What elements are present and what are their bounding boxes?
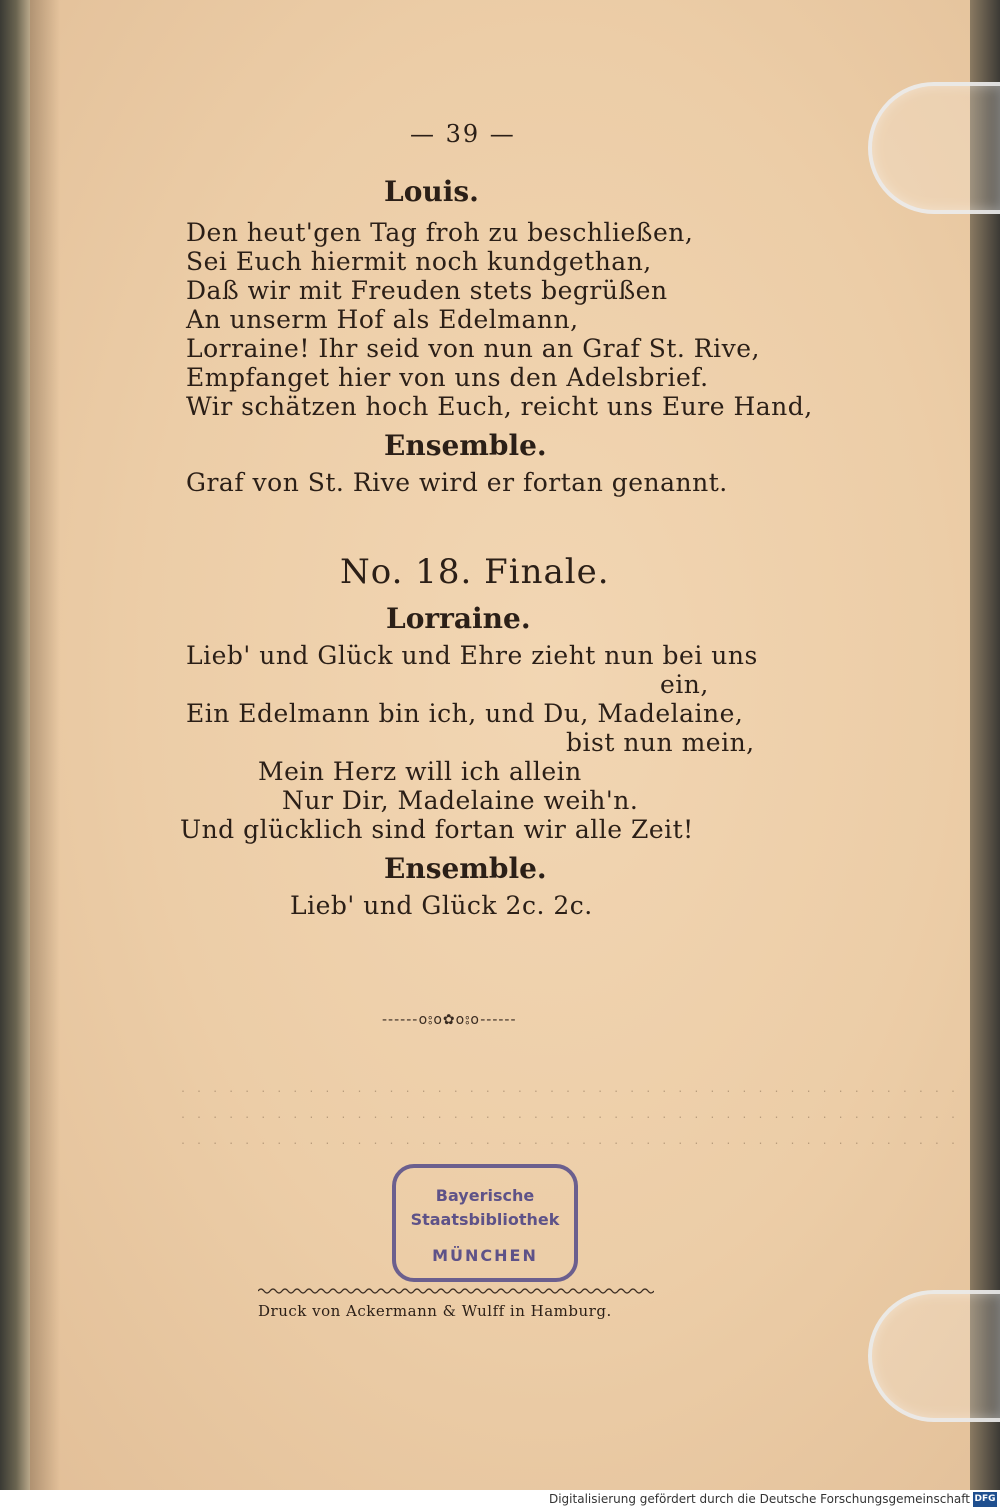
scanner-right-edge (970, 0, 1000, 1490)
verse-line: Lorraine! Ihr seid von nun an Graf St. Rive, (186, 334, 760, 363)
verse-line: Lieb' und Glück 2c. 2c. (290, 891, 593, 920)
stamp-text: MÜNCHEN (432, 1246, 538, 1265)
verse-line-continuation: ein, (660, 670, 709, 699)
page-clip (868, 1290, 1000, 1422)
verse-line: Und glücklich sind fortan wir alle Zeit! (180, 815, 694, 844)
page-number: — 39 — (410, 120, 516, 148)
verse-line: Mein Herz will ich allein (258, 757, 582, 786)
verse-line: Ein Edelmann bin ich, und Du, Madelaine, (186, 699, 744, 728)
page-clip (868, 82, 1000, 214)
ornament-divider: ------o⦂o✿o⦂o------ (382, 1012, 517, 1028)
speaker-ensemble: Ensemble. (384, 429, 547, 462)
page-gutter-shadow (30, 0, 60, 1490)
verse-line-continuation: bist nun mein, (566, 728, 755, 757)
show-through-dots: . . . . . . . . . . . . . . . . . . . . . . . . . . . . . . . . . . . . . . . . . . . . . . . . . (180, 1110, 958, 1121)
verse-line: Daß wir mit Freuden stets begrüßen (186, 276, 668, 305)
digitization-footer (0, 1490, 1000, 1510)
stamp-text: Bayerische (435, 1186, 535, 1205)
wavy-rule (258, 1286, 654, 1296)
finale-heading: No. 18. Finale. (340, 552, 610, 592)
speaker-ensemble: Ensemble. (384, 852, 547, 885)
speaker-louis: Louis. (384, 175, 479, 208)
stamp-text: Staatsbibliothek (410, 1210, 560, 1229)
verse-line: Graf von St. Rive wird er fortan genannt. (186, 468, 728, 497)
speaker-lorraine: Lorraine. (386, 602, 531, 635)
verse-line: Sei Euch hiermit noch kundgethan, (186, 247, 652, 276)
verse-line: Den heut'gen Tag froh zu beschließen, (186, 218, 694, 247)
show-through-dots: . . . . . . . . . . . . . . . . . . . . . . . . . . . . . . . . . . . . . . . . . . . . . . . . . (180, 1136, 958, 1147)
verse-line: Wir schätzen hoch Euch, reicht uns Eure Hand, (186, 392, 813, 421)
verse-line: An unserm Hof als Edelmann, (186, 305, 579, 334)
verse-line: Empfanget hier von uns den Adelsbrief. (186, 363, 709, 392)
library-stamp (392, 1164, 578, 1282)
footer-credit: Digitalisierung gefördert durch die Deutsche Forschungsgemeinschaft (548, 1492, 970, 1506)
verse-line: Nur Dir, Madelaine weih'n. (282, 786, 639, 815)
printer-imprint: Druck von Ackermann & Wulff in Hamburg. (258, 1302, 612, 1320)
verse-line: Lieb' und Glück und Ehre zieht nun bei uns (186, 641, 758, 670)
dfg-logo-icon: DFG (973, 1492, 997, 1507)
show-through-dots: . . . . . . . . . . . . . . . . . . . . . . . . . . . . . . . . . . . . . . . . . . . . . . . . . (180, 1084, 958, 1095)
